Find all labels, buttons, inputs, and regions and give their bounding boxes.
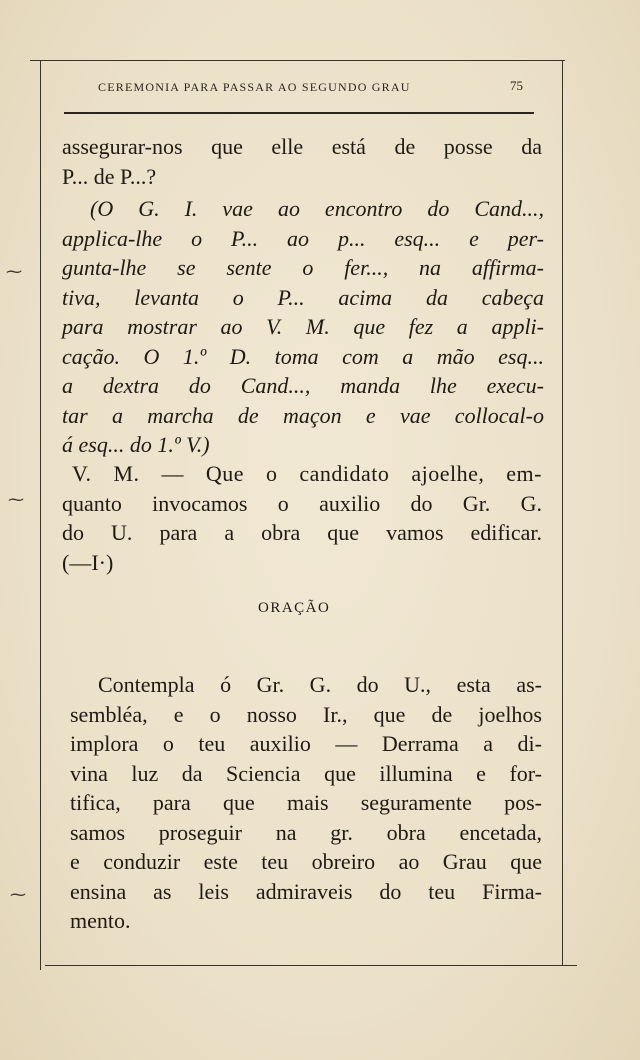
text-line: ensina as leis admiraveis do teu Firma- [70, 878, 542, 904]
margin-smudge-mark: ⁓ [6, 264, 22, 281]
text-line: vina luz da Sciencia que illumina e for- [70, 760, 542, 786]
frame-top-rule [30, 60, 565, 61]
frame-left-rule [40, 60, 41, 970]
paragraph-2 [62, 459, 542, 577]
prayer-body [70, 670, 542, 936]
text-line: do U. para a obra que vamos edificar. [62, 520, 542, 545]
text-line: sembléa, e o nosso Ir., que de joelhos [70, 701, 542, 727]
text-line: assegurar-nos que elle está de posse da [62, 134, 542, 159]
frame-right-rule [562, 60, 563, 965]
page-number: 75 [510, 78, 523, 93]
text-line: cação. O 1.º D. toma com a mão esq... [62, 343, 544, 369]
margin-smudge-mark: ⁓ [8, 492, 24, 509]
text-line: tiva, levanta o P... acima da cabeça [62, 284, 544, 310]
text-line: V. M. — Que o candidato ajoelhe, em- [72, 461, 542, 486]
text-line: (O G. I. vae ao encontro do Cand..., [90, 196, 544, 221]
paragraph-1 [62, 132, 542, 191]
text-line: tifica, para que mais seguramente pos- [70, 790, 542, 815]
text-line: Contempla ó Gr. G. do U., esta as- [98, 672, 542, 697]
text-line: e conduzir este teu obreiro ao Grau que [70, 849, 542, 874]
text-line: applica-lhe o P... ao p... esq... e per- [62, 225, 544, 251]
text-line: samos proseguir na gr. obra encetada, [70, 819, 542, 845]
header-rule [64, 112, 534, 114]
text-line: a dextra do Cand..., manda lhe execu- [62, 373, 544, 398]
text-line: (—I·) [62, 549, 114, 575]
text-line: á esq... do 1.º V.) [62, 432, 210, 457]
text-line: P... de P...? [62, 163, 157, 189]
stage-direction [62, 194, 544, 460]
text-line: gunta-lhe se sente o fer..., na affirma- [62, 255, 544, 280]
text-line: quanto invocamos o auxilio do Gr. G. [62, 490, 542, 516]
prayer-title: ORAÇÃO [258, 600, 331, 616]
margin-smudge-mark: ⁓ [10, 887, 26, 904]
running-head: CEREMONIA PARA PASSAR AO SEGUNDO GRAU [98, 80, 411, 94]
text-line: implora o teu auxilio — Derrama a di- [70, 731, 542, 756]
frame-bottom-rule [45, 965, 577, 966]
text-line: tar a marcha de maçon e vae collocal-o [62, 402, 544, 428]
text-line: para mostrar ao V. M. que fez a appli- [62, 314, 544, 339]
text-line: mento. [70, 908, 131, 933]
